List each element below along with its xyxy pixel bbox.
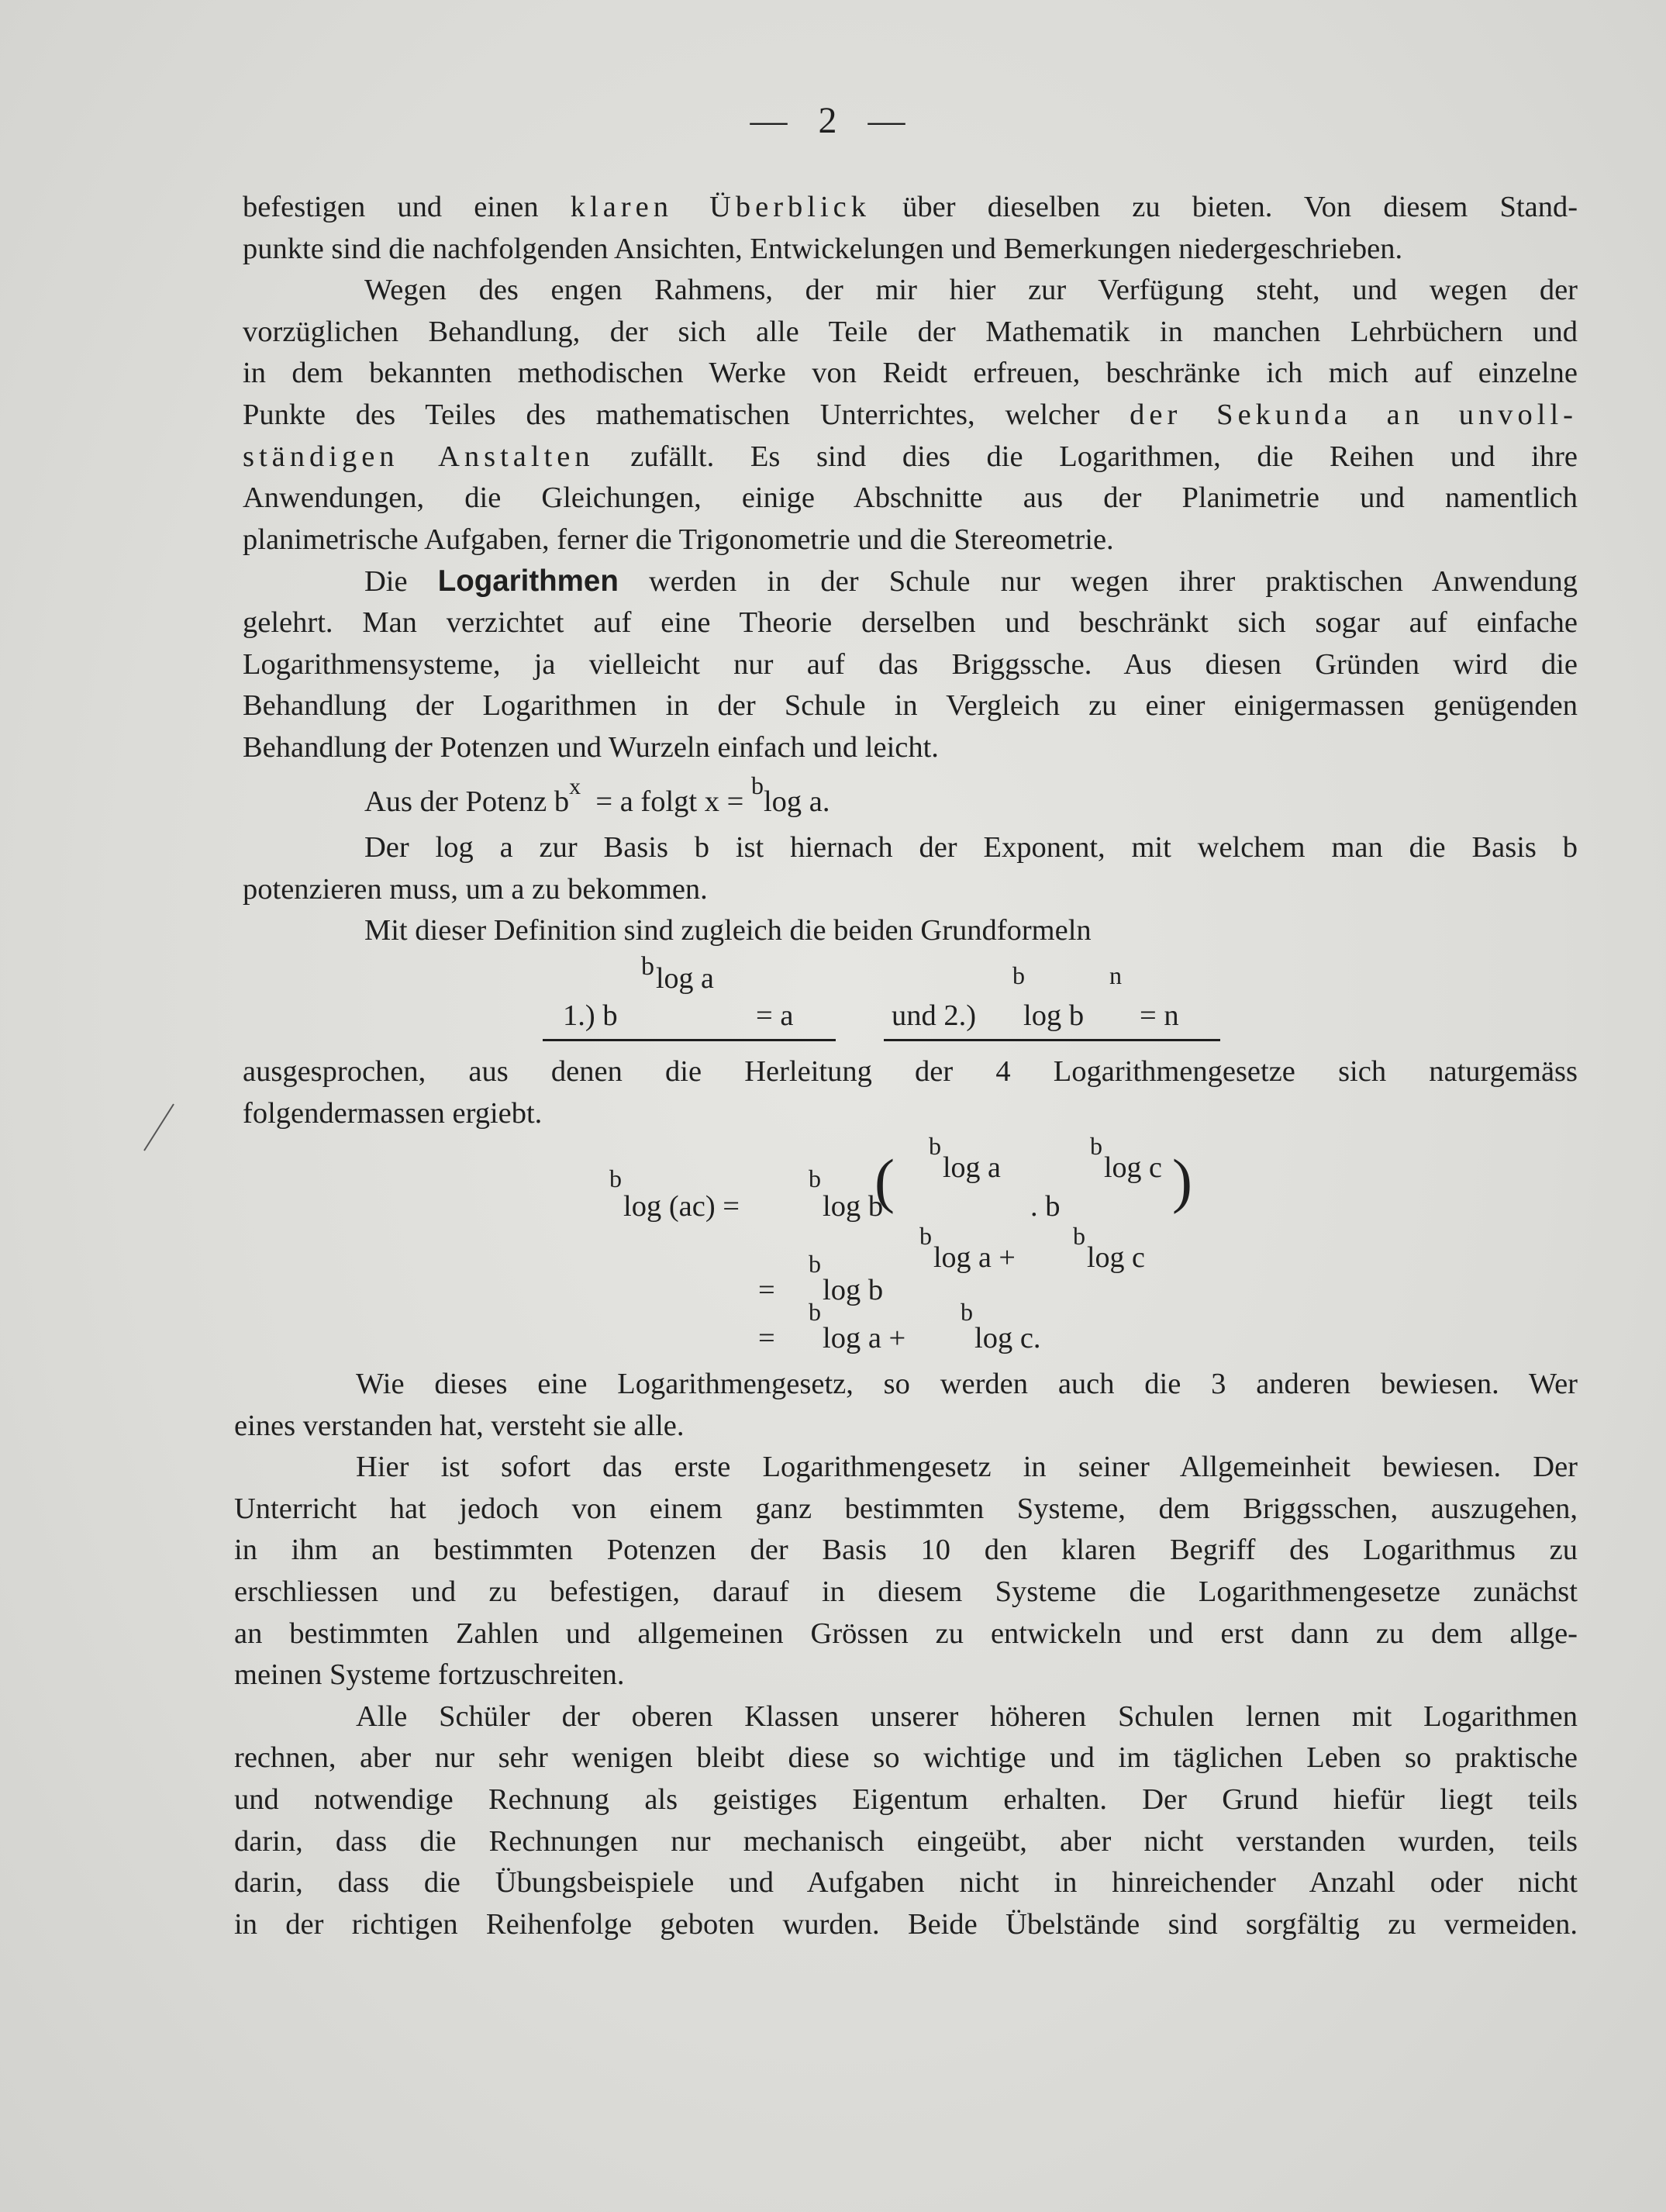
margin-pencil-mark: [140, 1101, 178, 1155]
close-paren: ): [1172, 1147, 1192, 1214]
formula-underline: [543, 1039, 836, 1041]
spaced-emphasis: ständigen Anstalten: [243, 440, 595, 473]
text-line: Anwendungen, die Gleichungen, einige Abschnitte aus der Planimetrie und namentlich: [243, 481, 1578, 515]
spaced-emphasis: der Sekunda an unvoll-: [1130, 398, 1578, 431]
text-line: Punkte des Teiles des mathematischen Unterrichtes, welcher der Sekunda an unvoll-: [243, 398, 1578, 431]
text-line: Alle Schüler der oberen Klassen unserer höheren Schulen lernen mit Logarithmen: [356, 1700, 1578, 1733]
text-line: darin, dass die Rechnungen nur mechanisch eingeübt, aber nicht verstanden wurden, teils: [234, 1824, 1578, 1858]
text-line: meinen Systeme fortzuschreiten.: [234, 1658, 625, 1692]
text-line: befestigen und einen klaren Überblick über dieselben zu bieten. Von diesem Stand-: [243, 191, 1578, 223]
text-line: Behandlung der Logarithmen in der Schule in Vergleich zu einer einigermassen genügenden: [243, 689, 1578, 723]
text-line: ausgesprochen, aus denen die Herleitung der 4 Logarithmengesetze sich naturgemäss: [243, 1055, 1578, 1088]
text-line: punkte sind die nachfolgenden Ansichten, Entwickelungen und Bemerkungen niedergeschrieben.: [243, 232, 1403, 265]
text-line: Der log a zur Basis b ist hiernach der Exponent, mit welchem man die Basis b: [364, 831, 1578, 864]
text-line: vorzüglichen Behandlung, der sich alle Teile der Mathematik in manchen Lehrbüchern und: [243, 315, 1578, 348]
page-number: — 2 —: [750, 100, 916, 141]
text-line: gelehrt. Man verzichtet auf eine Theorie derselben und beschränkt sich sogar auf einfache: [243, 606, 1578, 639]
text-line: planimetrische Aufgaben, ferner die Trigonometrie und die Stereometrie.: [243, 523, 1114, 556]
text-block-intro: [243, 187, 1578, 768]
formula-underline: [884, 1039, 1220, 1041]
definition-formula: Aus der Potenz $b^x = a$ folgt x = $^b$log a.: [364, 771, 830, 818]
text-line: Wegen des engen Rahmens, der mir hier zur Verfügung steht, und wegen der: [364, 274, 1578, 307]
text-line: und notwendige Rechnung als geistiges Eigentum erhalten. Der Grund hiefür liegt teils: [234, 1782, 1578, 1816]
text-line: Hier ist sofort das erste Logarithmengesetz in seiner Allgemeinheit bewiesen. Der: [356, 1451, 1578, 1484]
document-page: — 2 — befestigen und einen klaren Überblick über dieselben zu bieten. Von diesem Stand- punkte sind die nachfolgenden Ansichten, Entwickelungen und Bemerkungen niedergeschrieben. Wegen des engen Rahmens, der mir hier zur Verfügung steht, und wegen der vorzüglichen Behandlung, der sich alle Teile der Mathematik in manchen Lehrbüchern und in dem bekannten methodischen Werke von Reidt erfreuen, beschränke ich mich auf einzelne Punkte des Teiles des mathematischen Unterrichtes, welcher der Sekunda an unvoll- ständigen Anstalten zufällt. Es sind dies die Logarithmen, die Reihen und ihre Anwendungen, die Gleichungen, einige Abschnitte aus der Planimetrie und namentlich planimetrische Aufgaben, ferner die Trigonometrie und die Stereometrie. Die Logarithmen werden in der Schule nur wegen ihrer praktischen Anwendung gelehrt. Man verzichtet auf eine Theorie derselben und beschränkt sich sogar auf einfache Logarithmensysteme, ja vielleicht nur auf das Briggssche. Aus diesen Gründen wird die Behandlung der Logarithmen in der Schule in Vergleich zu einer einigermassen genügenden Behandlung der Potenzen und Wurzeln einfach und leicht. Aus der Potenz $b^x = a$ folgt x = $^b$log a. Der log a zur Basis b ist hiernach der Exponent, mit welchem man die Basis b potenzieren muss, um a zu bekommen. Mit dieser Definition sind zugleich die beiden Grundformeln b log a 1.) b = a b n und 2.) log b = n ausgesprochen, aus denen die Herleitung der 4 Logarithmengesetze sich naturgemäss folgendermassen ergiebt. b log a b log c b log (ac) = b log b ( . b ) b log a + b log c = b log b = b log a + b log c. Wie dieses eine Logarithmengesetz, so werden auch die 3 anderen bewiesen. Wer eines verstanden hat, versteht sie alle. Hier ist sofort das erste Logarithmengesetz in seiner Allgemeinheit bewiesen. Der Unterricht hat jedoch von einem ganz bestimmten Systeme, dem Briggsschen, auszugehen, in ihm an bestimmten Potenzen der Basis 10 den klaren Begriff des Logarithmus zu erschliessen und zu befestigen, darauf in diesem Systeme die Logarithmengesetze zunächst an bestimmten Zahlen und allgemeinen Grössen zu entwickeln und erst dann zu dem allge- meinen Systeme fortzuschreiten. Alle Schüler der oberen Klassen unserer höheren Schulen lernen mit Logarithmen rechnen, aber nur sehr wenigen bleibt diese so wichtige und im täglichen Leben so praktische und notwendige Rechnung als geistiges Eigentum erhalten. Der Grund hiefür liegt teils darin, dass die Rechnungen nur mechanisch eingeübt, aber nicht verstanden wurden, teils darin, dass die Übungsbeispiele und Aufgaben nicht in hinreichender Anzahl oder nicht in der richtigen Reihenfolge geboten wurden. Beide Übelstände sind sorgfältig zu vermeiden.: [0, 0, 1666, 2212]
text-line: erschliessen und zu befestigen, darauf in diesem Systeme die Logarithmengesetze zunächst: [234, 1575, 1578, 1608]
text-line: Wie dieses eine Logarithmengesetz, so werden auch die 3 anderen bewiesen. Wer: [356, 1368, 1578, 1400]
text-block-derivation-intro: [243, 1051, 1578, 1134]
text-line: Mit dieser Definition sind zugleich die beiden Grundformeln: [364, 914, 1092, 947]
spaced-emphasis: klaren Überblick: [570, 191, 871, 223]
text-line: in dem bekannten methodischen Werke von Reidt erfreuen, beschränke ich mich auf einzelne: [243, 357, 1578, 390]
text-line: in der richtigen Reihenfolge geboten wurden. Beide Übelstände sind sorgfältig zu vermeiden.: [234, 1907, 1578, 1941]
bold-term: Logarithmen: [437, 564, 619, 599]
text-line: in ihm an bestimmten Potenzen der Basis 10 den klaren Begriff des Logarithmus zu: [234, 1534, 1578, 1567]
text-line: Logarithmensysteme, ja vielleicht nur auf das Briggssche. Aus diesen Gründen wird die: [243, 647, 1578, 681]
text-block-conclusion: [234, 1364, 1578, 1945]
text-line: Unterricht hat jedoch von einem ganz bestimmten Systeme, dem Briggsschen, auszugehen,: [234, 1492, 1578, 1525]
text-line: Die Logarithmen werden in der Schule nur wegen ihrer praktischen Anwendung: [364, 564, 1578, 599]
text-line: ständigen Anstalten zufällt. Es sind dies die Logarithmen, die Reihen und ihre: [243, 440, 1578, 473]
text-line: eines verstanden hat, versteht sie alle.: [234, 1409, 685, 1442]
text-line: potenzieren muss, um a zu bekommen.: [243, 872, 708, 906]
open-paren: (: [874, 1147, 895, 1214]
text-line: Behandlung der Potenzen und Wurzeln einfach und leicht.: [243, 730, 939, 764]
text-line: darin, dass die Übungsbeispiele und Aufgaben nicht in hinreichender Anzahl oder nicht: [234, 1866, 1578, 1900]
text-line: an bestimmten Zahlen und allgemeinen Grössen zu entwickeln und erst dann zu dem allge-: [234, 1617, 1578, 1650]
text-block-definition: [243, 827, 1578, 952]
text-line: rechnen, aber nur sehr wenigen bleibt diese so wichtige und im täglichen Leben so praktische: [234, 1741, 1578, 1775]
text-line: folgendermassen ergiebt.: [243, 1096, 543, 1130]
